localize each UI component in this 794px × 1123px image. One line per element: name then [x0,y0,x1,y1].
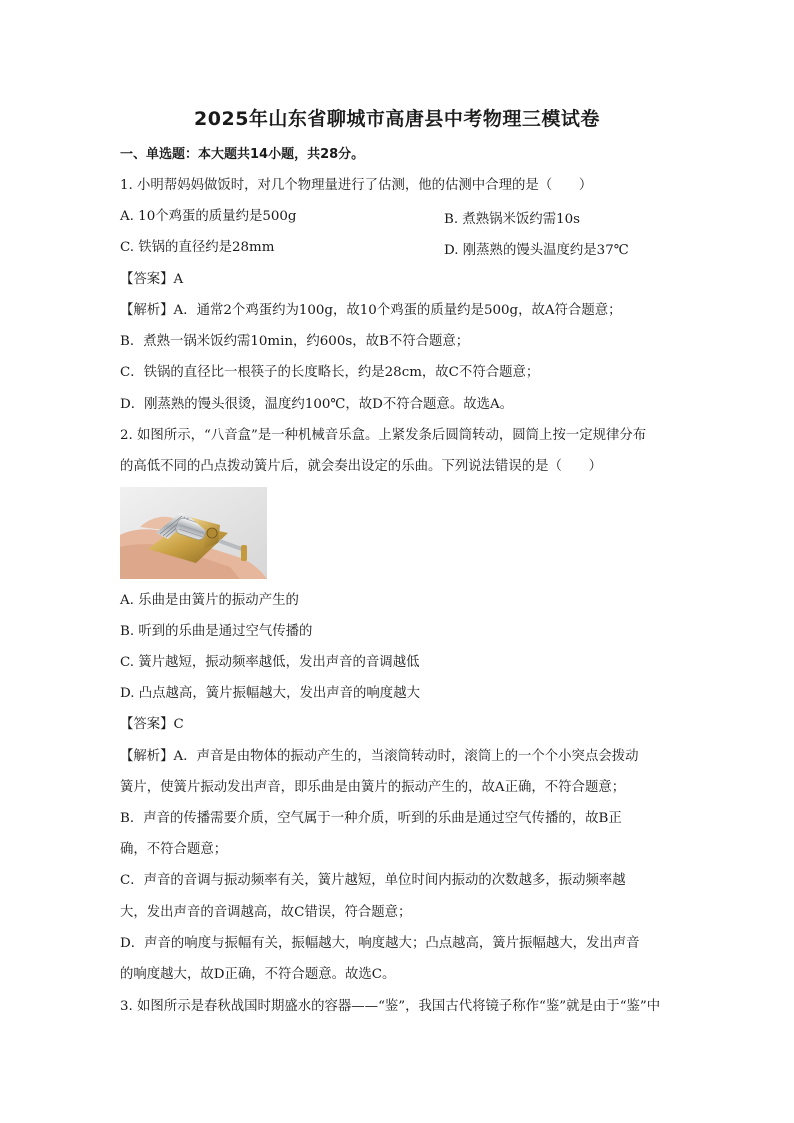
page-title: 2025年山东省聊城市高唐县中考物理三模试卷 [194,108,600,130]
q2-analysis-line: 的响度越大，故D正确，不符合题意。故选C。 [120,967,396,982]
q2-answer: 【答案】C [120,717,184,732]
q2-analysis-line: D．声音的响度与振幅有关，振幅越大，响度越大；凸点越高，簧片振幅越大，发出声音 [120,936,640,951]
q1-analysis-line: 【解析】A．通常2个鸡蛋约为100g，故10个鸡蛋的质量约是500g，故A符合题意； [120,303,622,318]
section-heading: 一、单选题：本大题共14小题，共28分。 [120,147,365,162]
q2-option-c: C. 簧片越短，振动频率越低，发出声音的音调越低 [120,655,420,670]
q1-analysis-line: C．铁锅的直径比一根筷子的长度略长，约是28cm，故C不符合题意； [120,365,540,380]
q2-analysis-line: 大，发出声音的音调越高，故C错误，符合题意； [120,905,412,920]
q2-option-a: A. 乐曲是由簧片的振动产生的 [120,593,299,608]
q1-analysis-line: D．刚蒸熟的馒头很烫，温度约100℃，故D不符合题意。故选A。 [120,397,514,412]
q1-option-c: C. 铁锅的直径约是28mm [120,240,275,255]
q1-option-d: D. 刚蒸熟的馒头温度约是37℃ [444,243,629,258]
q1-answer: 【答案】A [120,272,184,287]
q1-option-b: B. 煮熟锅米饭约需10s [444,212,580,227]
q2-analysis-line: 确，不符合题意； [120,842,228,857]
q2-stem-line: 的高低不同的凸点拨动簧片后，就会奏出设定的乐曲。下列说法错误的是（ ） [120,459,603,474]
q2-analysis-line: 【解析】A．声音是由物体的振动产生的，当滚筒转动时，滚筒上的一个个小突点会拨动 [120,749,639,764]
q2-analysis-line: B．声音的传播需要介质，空气属于一种介质，听到的乐曲是通过空气传播的，故B正 [120,811,622,826]
music-box-photo [120,487,267,579]
q3-stem-line: 3. 如图所示是春秋战国时期盛水的容器——“鉴”，我国古代将镜子称作“鉴”就是由于“鉴”中 [120,999,661,1014]
q2-option-d: D. 凸点越高，簧片振幅越大，发出声音的响度越大 [120,686,420,701]
q2-analysis-line: 簧片，使簧片振动发出声音，即乐曲是由簧片的振动产生的，故A正确，不符合题意； [120,780,626,795]
q2-analysis-line: C．声音的音调与振动频率有关，簧片越短，单位时间内振动的次数越多，振动频率越 [120,873,626,888]
q1-analysis-line: B．煮熟一锅米饭约需10min，约600s，故B不符合题意； [120,334,470,349]
q1-option-a: A. 10个鸡蛋的质量约是500g [120,209,297,224]
q2-stem-line: 2. 如图所示，“八音盒”是一种机械音乐盒。上紧发条后圆筒转动，圆筒上按一定规律分布 [120,428,647,443]
q2-option-b: B. 听到的乐曲是通过空气传播的 [120,624,313,639]
q1-stem: 1. 小明帮妈妈做饭时，对几个物理量进行了估测，他的估测中合理的是（ ） [120,178,593,193]
